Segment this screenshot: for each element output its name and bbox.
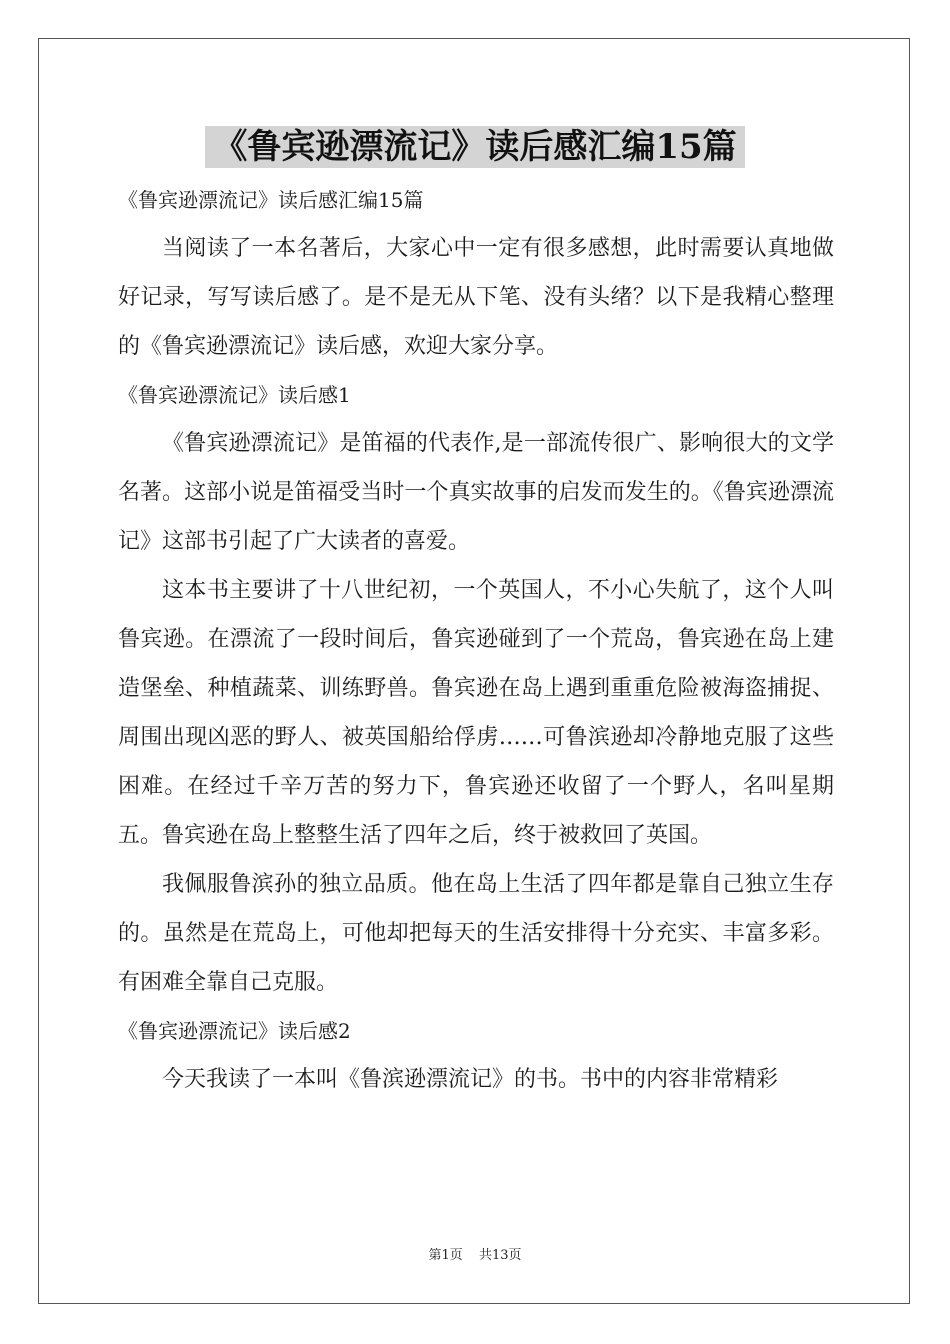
section-1-heading: 《鲁宾逊漂流记》读后感1: [118, 383, 351, 407]
document-body: [118, 176, 834, 1104]
page-number: 第1页: [428, 1248, 463, 1263]
page-footer: [0, 1247, 950, 1265]
page-total: 共13页: [478, 1248, 522, 1263]
section-1-paragraph-1: 《鲁宾逊漂流记》是笛福的代表作,是一部流传很广、影响很大的文学名著。这部小说是笛福受当时一个真实故事的启发而发生的。《鲁宾逊漂流记》这部书引起了广大读者的喜爱。: [118, 431, 834, 554]
document-subtitle: 《鲁宾逊漂流记》读后感汇编15篇: [118, 188, 424, 212]
section-1-paragraph-3: 我佩服鲁滨孙的独立品质。他在岛上生活了四年都是靠自己独立生存的。虽然是在荒岛上，可他却把每天的生活安排得十分充实、丰富多彩。有困难全靠自己克服。: [118, 872, 834, 995]
section-2-paragraph-1: 今天我读了一本叫《鲁滨逊漂流记》的书。书中的内容非常精彩: [162, 1067, 779, 1092]
document-title: 《鲁宾逊漂流记》读后感汇编15篇: [205, 126, 745, 168]
intro-paragraph: 当阅读了一本名著后，大家心中一定有很多感想，此时需要认真地做好记录，写写读后感了。是不是无从下笔、没有头绪？以下是我精心整理的《鲁宾逊漂流记》读后感，欢迎大家分享。: [118, 236, 834, 359]
section-2-heading: 《鲁宾逊漂流记》读后感2: [118, 1019, 351, 1043]
section-1-paragraph-2: 这本书主要讲了十八世纪初，一个英国人，不小心失航了，这个人叫鲁宾逊。在漂流了一段时间后，鲁宾逊碰到了一个荒岛，鲁宾逊在岛上建造堡垒、种植蔬菜、训练野兽。鲁宾逊在岛上遇到重重危险被海盗捕捉、周围出现凶恶的野人、被英国船给俘虏……可鲁滨逊却冷静地克服了这些困难。在经过千辛万苦的努力下，鲁宾逊还收留了一个野人，名叫星期五。鲁宾逊在岛上整整生活了四年之后，终于被救回了英国。: [118, 578, 834, 848]
